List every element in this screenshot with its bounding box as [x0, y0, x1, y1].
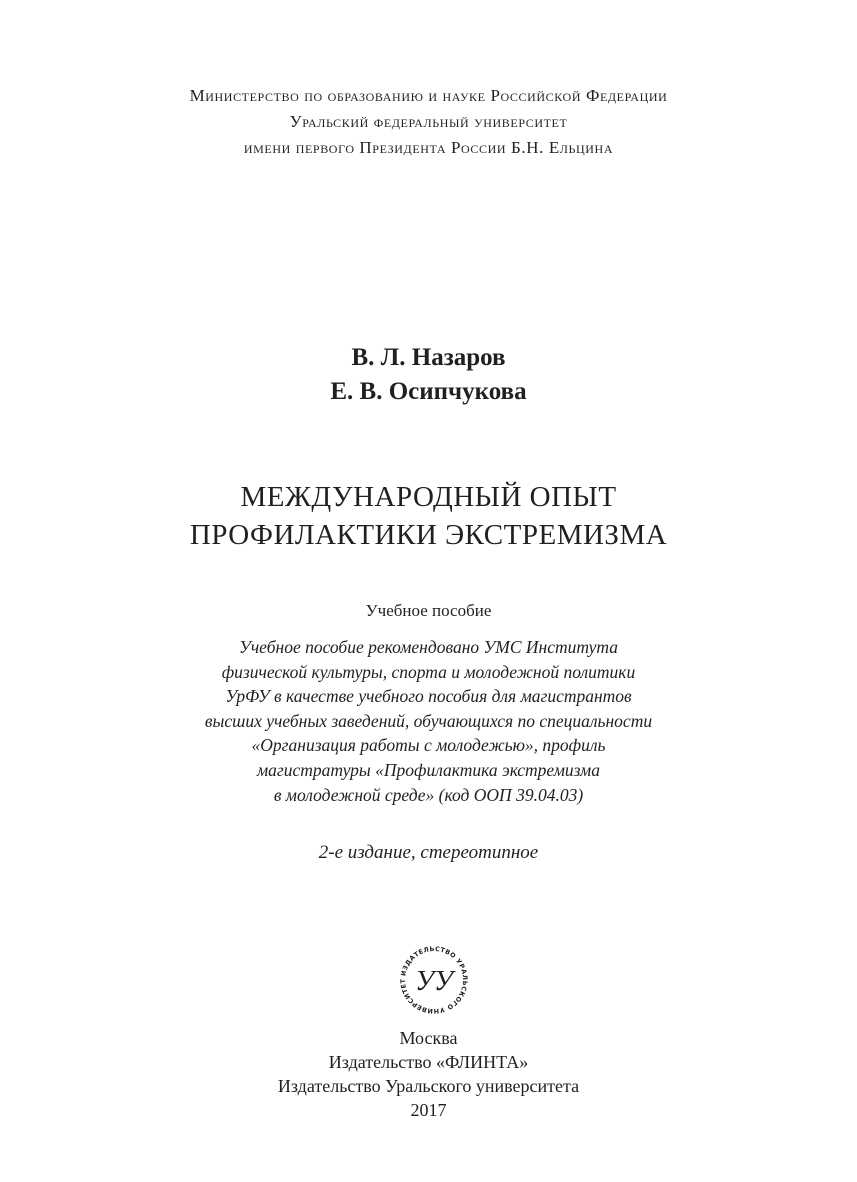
imprint-publisher: Издательство Уральского университета [277, 1076, 580, 1096]
recommendation-line: в молодежной среде» (код ООП 39.04.03) [273, 784, 584, 805]
recommendation-note [0, 635, 857, 807]
book-title-line: ПРОФИЛАКТИКИ ЭКСТРЕМИЗМА [189, 519, 668, 551]
logo-monogram: УУ [415, 966, 453, 997]
recommendation-line: «Организация работы с молодежью», профиль [251, 735, 606, 756]
university-namesake-line: имени первого Президента России Б.Н. Ельцина [243, 138, 614, 157]
imprint-city: Москва [399, 1028, 458, 1048]
recommendation-line: физической культуры, спорта и молодежной политики [221, 661, 636, 682]
recommendation-line: Учебное пособие рекомендовано УМС Института [239, 637, 618, 657]
ural-university-press-logo-icon [394, 940, 474, 1020]
recommendation-line: магистратуры «Профилактика экстремизма [257, 759, 600, 780]
book-title-line: МЕЖДУНАРОДНЫЙ ОПЫТ [240, 481, 617, 513]
imprint-publisher: Издательство «ФЛИНТА» [328, 1052, 529, 1072]
ministry-line: Министерство по образованию и науке Российской Федерации [189, 86, 668, 105]
imprint-year: 2017 [410, 1100, 447, 1120]
book-title [0, 478, 857, 554]
author-name: В. Л. Назаров [351, 344, 506, 371]
logo-ring-text: ИЗДАТЕЛЬСТВО УРАЛЬСКОГО УНИВЕРСИТЕТ [398, 944, 470, 1016]
recommendation-line: высших учебных заведений, обучающихся по специальности [204, 710, 653, 731]
edition-note: 2-е издание, стереотипное [318, 842, 539, 863]
authors [0, 341, 857, 409]
recommendation-line: УрФУ в качестве учебного пособия для магистрантов [225, 686, 632, 707]
institution-header [0, 83, 857, 161]
book-subtitle: Учебное пособие [365, 601, 492, 620]
author-name: Е. В. Осипчукова [330, 378, 527, 405]
imprint [0, 1026, 857, 1122]
university-line: Уральский федеральный университет [289, 112, 568, 131]
